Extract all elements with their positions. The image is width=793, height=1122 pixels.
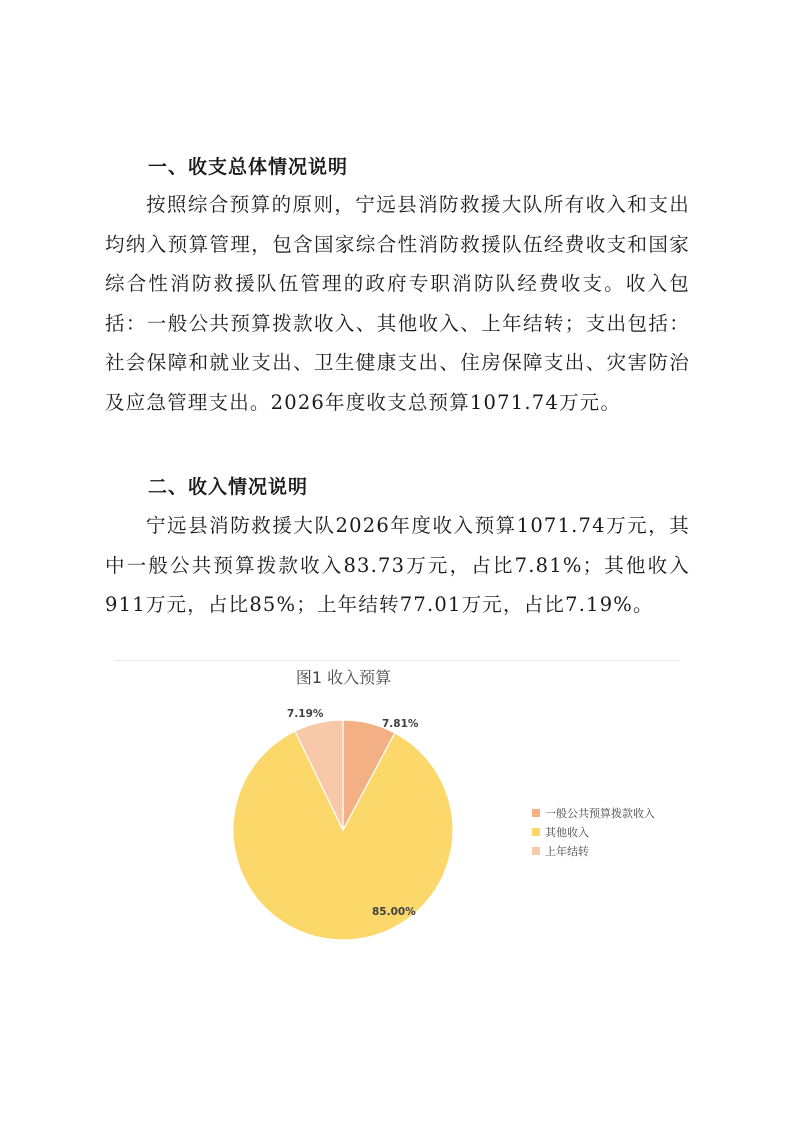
- pie-slice-label-1: 85.00%: [372, 906, 416, 918]
- legend-label: 其他收入: [545, 825, 589, 839]
- section1-heading: 一、收支总体情况说明: [148, 156, 349, 178]
- legend-label: 上年结转: [545, 844, 589, 858]
- legend-swatch: [532, 828, 540, 836]
- pie-slice-label-2: 7.19%: [287, 708, 324, 720]
- section2-paragraph: 宁远县消防救援大队2026年度收入预算1071.74万元，其中一般公共预算拨款收入83.73万元，占比7.81%；其他收入911万元，占比85%；上年结转77.01万元，占比7.19%。: [105, 514, 690, 616]
- section2-heading: 二、收入情况说明: [148, 476, 309, 498]
- legend-label: 一般公共预算拨款收入: [545, 806, 655, 820]
- legend-item: [532, 841, 655, 860]
- chart-legend: [532, 803, 655, 860]
- legend-swatch: [532, 847, 540, 855]
- legend-swatch: [532, 809, 540, 817]
- legend-item: [532, 803, 655, 822]
- pie-slice-label-0: 7.81%: [382, 718, 419, 730]
- chart-title: 图1 收入预算: [295, 668, 392, 687]
- section1-paragraph: 按照综合预算的原则，宁远县消防救援大队所有收入和支出均纳入预算管理，包含国家综合性消防救援队伍经费收支和国家综合性消防救援队伍管理的政府专职消防队经费收支。收入包括：一般公共预算拨款收入、其他收入、上年结转；支出包括：社会保障和就业支出、卫生健康支出、住房保障支出、灾害防治及应急管理支出。2026年度收支总预算1071.74万元。: [105, 193, 690, 414]
- legend-item: [532, 822, 655, 841]
